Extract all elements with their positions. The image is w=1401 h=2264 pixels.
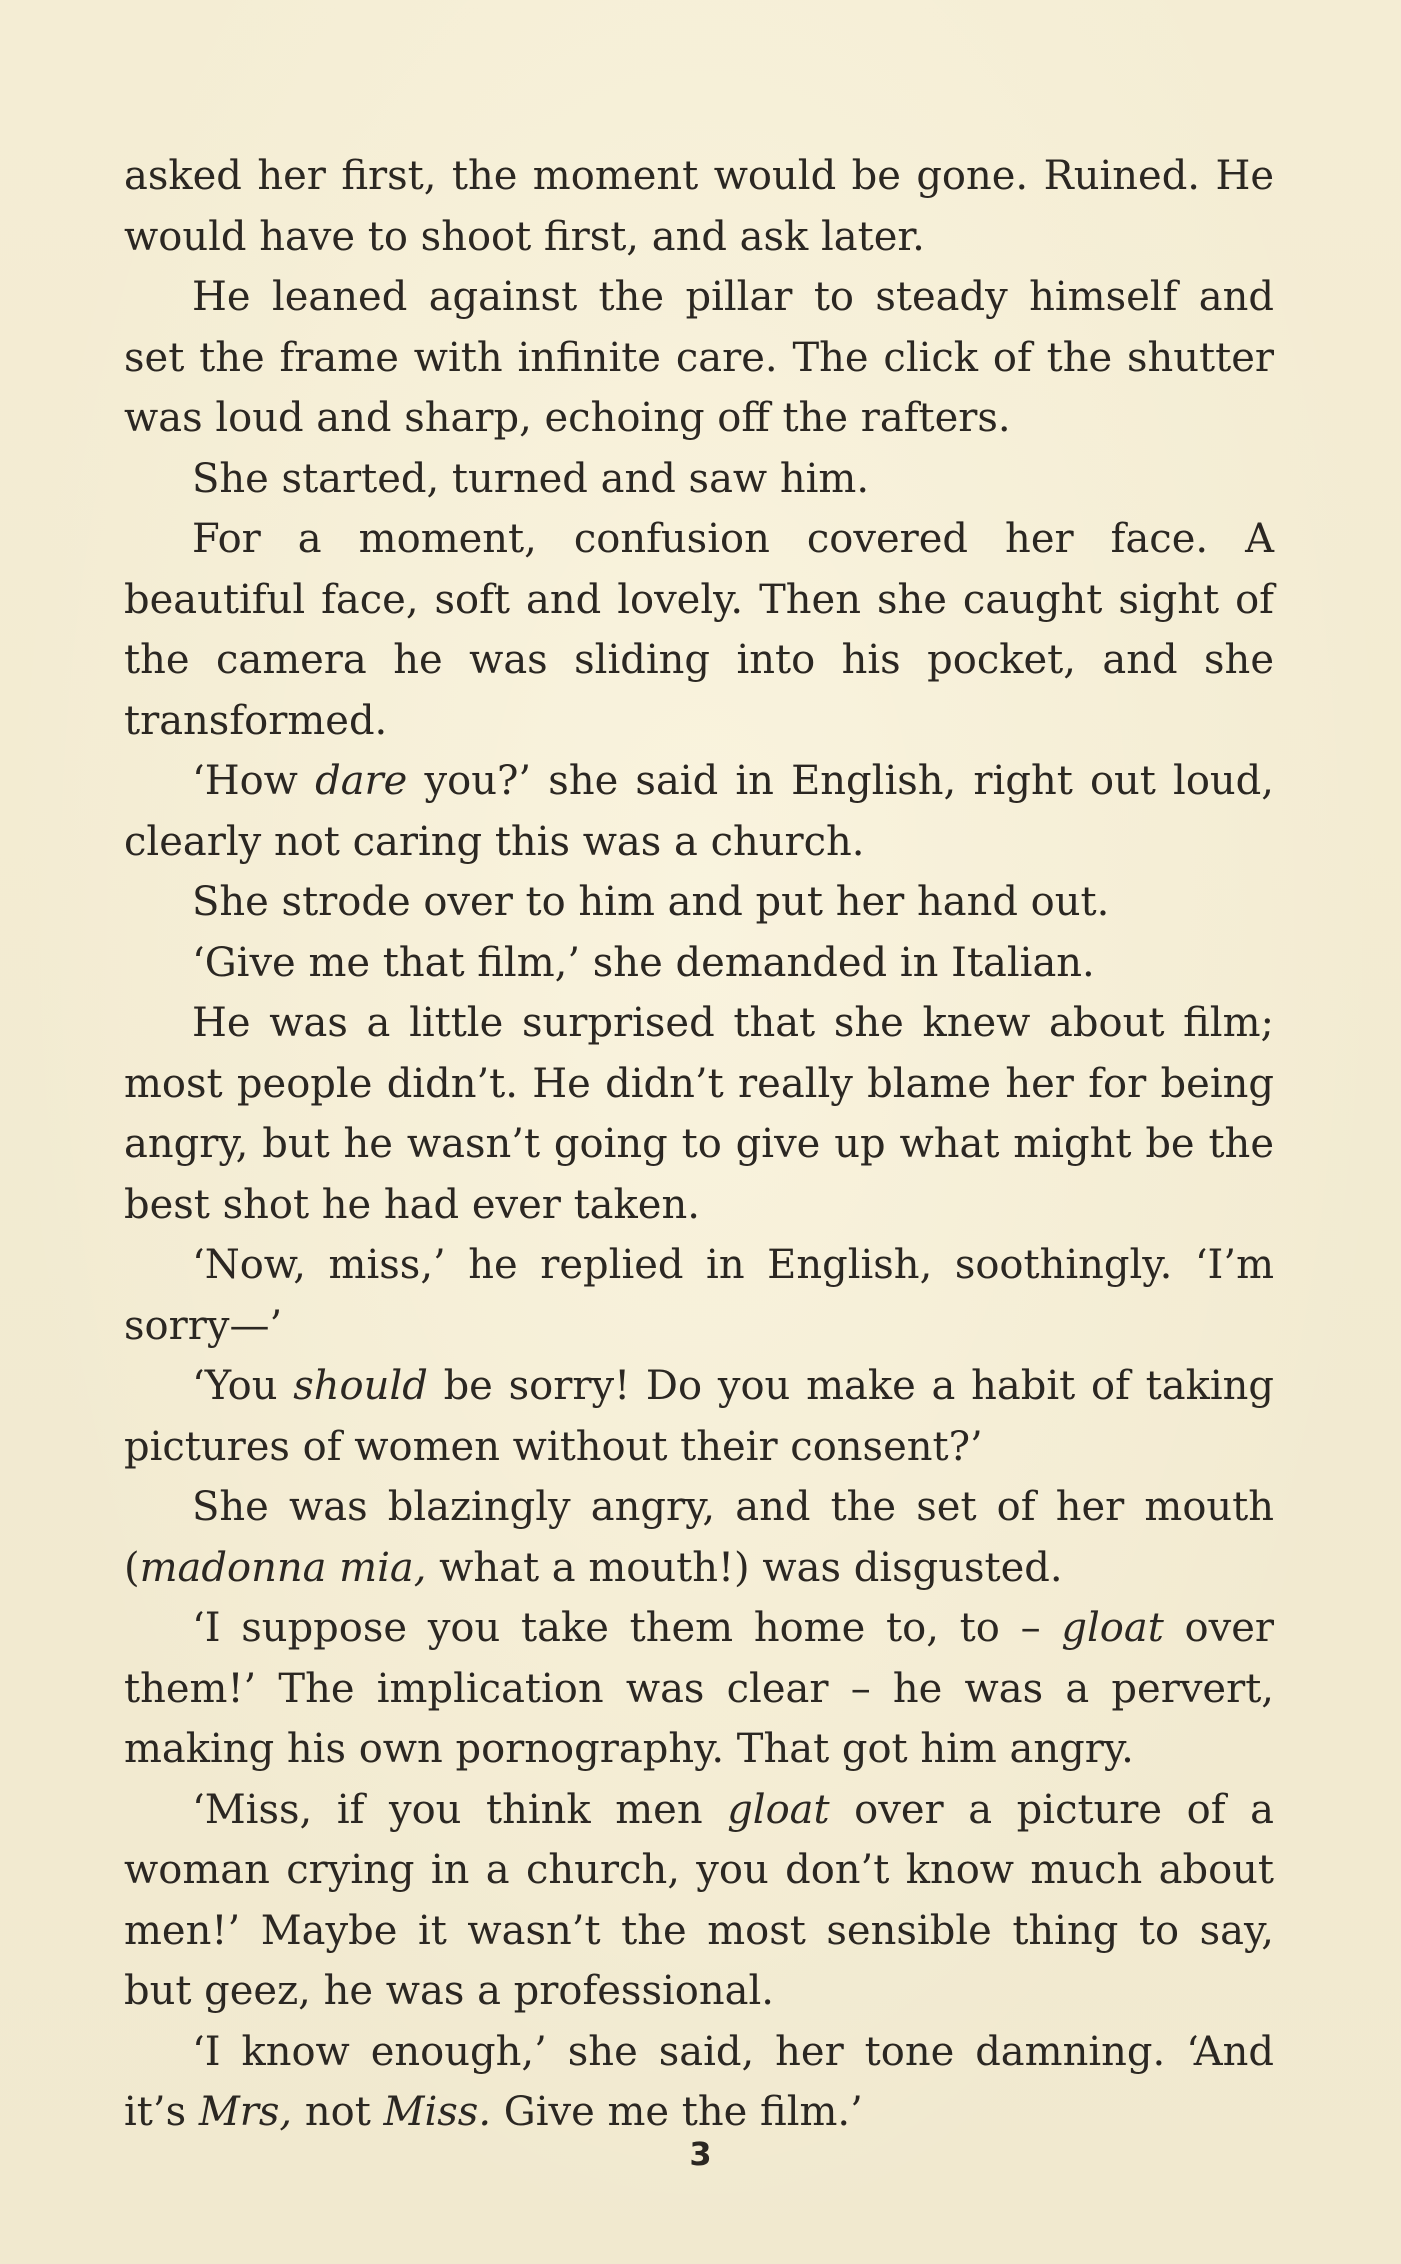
paragraph: [124, 449, 1274, 510]
text-run: He leaned against the pillar to steady himself and set the frame with infinite care. The click of the shutter was loud and sharp, echoing off the rafters.: [124, 274, 1274, 441]
text-run: He was a little surprised that she knew about film; most people didn’t. He didn’t really blame her for being angry, but he wasn’t going to give up what might be the best shot he had ever taken.: [124, 1000, 1274, 1228]
text-run: ‘You: [192, 1363, 294, 1409]
text-run: be sorry! Do you make a habit of taking pictures of women without their consent?’: [124, 1363, 1274, 1470]
paragraph: [124, 751, 1274, 872]
italic-text: gloat: [727, 1786, 830, 1833]
italic-text: should: [293, 1363, 428, 1409]
text-run: ‘I know enough,’ she said, her tone damning. ‘And it’s: [124, 2028, 1274, 2135]
text-run: ‘I suppose you take them home to, to –: [192, 1605, 1062, 1651]
paragraph: [124, 509, 1274, 751]
text-run: ‘Now, miss,’ he replied in English, soothingly. ‘I’m sorry—’: [124, 1242, 1274, 1349]
paragraph: [124, 1356, 1274, 1477]
page-number: 3: [689, 2135, 712, 2173]
italic-text: madonna mia,: [139, 1544, 427, 1591]
text-run: asked her first, the moment would be gone. Ruined. He would have to shoot first, and ask later.: [124, 153, 1274, 260]
text-run: you?’ she said in English, right out loud, clearly not caring this was a church.: [124, 758, 1274, 865]
paragraph: [124, 1477, 1274, 1598]
text-run: She strode over to him and put her hand out.: [192, 879, 1110, 925]
text-run: ‘Miss, if you think men: [192, 1786, 728, 1833]
paragraph: [124, 146, 1274, 267]
italic-text: Miss.: [383, 2089, 492, 2135]
italic-text: Mrs,: [198, 2089, 293, 2135]
text-run: not: [292, 2089, 384, 2135]
text-run: ‘Give me that film,’ she demanded in Italian.: [192, 939, 1095, 986]
paragraph: [124, 1780, 1274, 2022]
text-run: what a mouth!) was disgusted.: [426, 1544, 1063, 1591]
text-run: Give me the film.’: [491, 2089, 863, 2135]
body-text: [124, 146, 1274, 2143]
paragraph: [124, 993, 1274, 1235]
text-run: She started, turned and saw him.: [192, 455, 870, 502]
text-run: over a picture of a woman crying in a church, you don’t know much about men!’ Maybe it wasn’t the most sensible thing to say, but geez, he was a professional.: [124, 1786, 1274, 2014]
paragraph: [124, 267, 1274, 449]
paragraph: [124, 1235, 1274, 1356]
italic-text: gloat: [1061, 1605, 1164, 1651]
text-run: ‘How: [192, 758, 316, 804]
paragraph: [124, 2022, 1274, 2143]
paragraph: [124, 933, 1274, 994]
paragraph: [124, 872, 1274, 933]
paragraph: [124, 1598, 1274, 1780]
italic-text: dare: [315, 758, 408, 804]
text-run: She was blazingly angry, and the set of her mouth (: [124, 1484, 1274, 1591]
text-run: over them!’ The implication was clear – he was a pervert, making his own pornography. That got him angry.: [124, 1605, 1275, 1772]
text-run: For a moment, confusion covered her face. A beautiful face, soft and lovely. Then she caught sight of the camera he was sliding into his pocket, and she transformed.: [124, 516, 1274, 744]
